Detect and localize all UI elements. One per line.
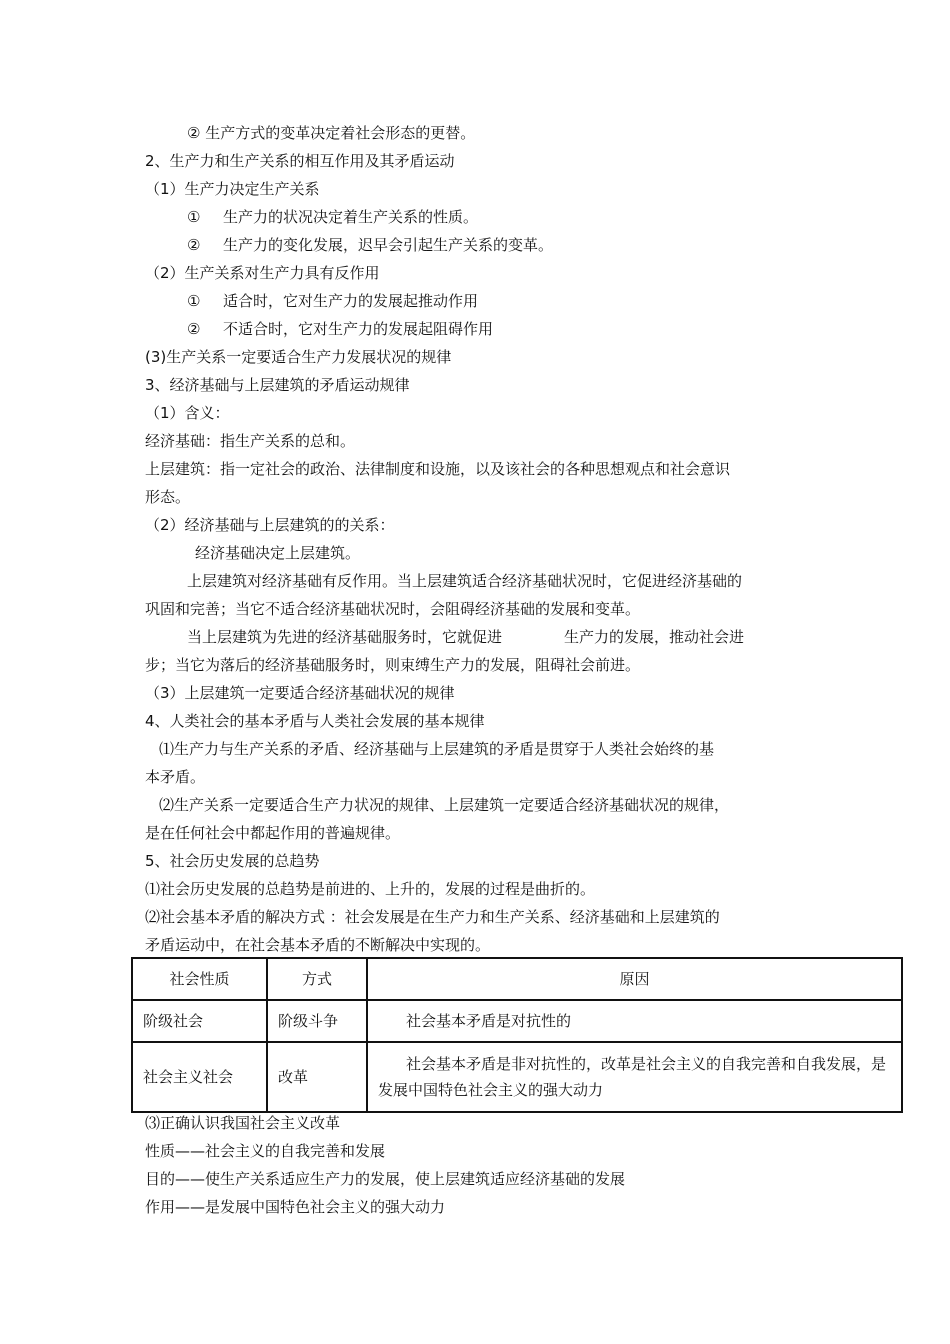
- text-line: 经济基础决定上层建筑。: [195, 544, 361, 562]
- item-number: ①: [187, 208, 201, 226]
- table-cell: 改革: [267, 1042, 367, 1112]
- section-heading: 4、人类社会的基本矛盾与人类社会发展的基本规律: [145, 712, 485, 730]
- subsection-heading: （3）上层建筑一定要适合经济基础状况的规律: [145, 684, 455, 702]
- text-line: 性质——社会主义的自我完善和发展: [145, 1142, 386, 1160]
- text-line: ⑵生产关系一定要适合生产力状况的规律、上层建筑一定要适合经济基础状况的规律，: [159, 796, 730, 814]
- society-reform-table: [131, 957, 903, 1113]
- text-line: ② 生产方式的变革决定着社会形态的更替。: [187, 124, 476, 142]
- table-row: [132, 1042, 902, 1112]
- table-header-row: [132, 958, 902, 1000]
- text-line: ⑴生产力与生产关系的矛盾、经济基础与上层建筑的矛盾是贯穿于人类社会始终的基: [159, 740, 715, 758]
- item-text: 生产力的状况决定着生产关系的性质。: [223, 208, 479, 226]
- text-segment: 当上层建筑为先进的经济基础服务时，它就促进: [187, 628, 503, 646]
- item-number: ②: [187, 320, 201, 338]
- text-line: ⑴社会历史发展的总趋势是前进的、上升的，发展的过程是曲折的。: [145, 880, 596, 898]
- table-cell: 阶级斗争: [267, 1000, 367, 1042]
- table-cell: 阶级社会: [132, 1000, 267, 1042]
- text-line: (3)生产关系一定要适合生产力发展状况的规律: [145, 348, 452, 366]
- text-line: 作用——是发展中国特色社会主义的强大动力: [145, 1198, 446, 1216]
- text-segment: 生产力的发展，推动社会进: [564, 628, 745, 646]
- text-line: 矛盾运动中，在社会基本矛盾的不断解决中实现的。: [145, 936, 491, 954]
- section-heading: 2、生产力和生产关系的相互作用及其矛盾运动: [145, 152, 455, 170]
- table-cell: 社会基本矛盾是非对抗性的，改革是社会主义的自我完善和自我发展，是发展中国特色社会主义的强大动力: [367, 1042, 902, 1112]
- numbered-item: [187, 291, 478, 311]
- table-header-cell: 社会性质: [132, 958, 267, 1000]
- item-number: ①: [187, 292, 201, 310]
- table-header-cell: 原因: [367, 958, 902, 1000]
- text-line: 目的——使生产关系适应生产力的发展，使上层建筑适应经济基础的发展: [145, 1170, 626, 1188]
- table-header-cell: 方式: [267, 958, 367, 1000]
- table-cell: 社会基本矛盾是对抗性的: [367, 1000, 902, 1042]
- text-line: 步；当它为落后的经济基础服务时，则束缚生产力的发展，阻碍社会前进。: [145, 656, 641, 674]
- section-heading: 3、经济基础与上层建筑的矛盾运动规律: [145, 376, 410, 394]
- subsection-heading: （2）经济基础与上层建筑的的关系：: [145, 516, 395, 534]
- text-line: 巩固和完善；当它不适合经济基础状况时，会阻碍经济基础的发展和变革。: [145, 600, 641, 618]
- table-cell: 社会主义社会: [132, 1042, 267, 1112]
- subsection-heading: （2）生产关系对生产力具有反作用: [145, 264, 380, 282]
- item-text: 适合时，它对生产力的发展起推动作用: [223, 292, 479, 310]
- text-line: 是在任何社会中都起作用的普遍规律。: [145, 824, 401, 842]
- subsection-heading: （1）生产力决定生产关系: [145, 180, 320, 198]
- text-line: [187, 627, 744, 647]
- text-line: 上层建筑：指一定社会的政治、法律制度和设施，以及该社会的各种思想观点和社会意识: [145, 460, 731, 478]
- item-text: 生产力的变化发展，迟早会引起生产关系的变革。: [223, 236, 554, 254]
- numbered-item: [187, 235, 553, 255]
- table-row: [132, 1000, 902, 1042]
- text-line: 本矛盾。: [145, 768, 206, 786]
- item-text: 不适合时，它对生产力的发展起阻碍作用: [223, 320, 494, 338]
- section-heading: 5、社会历史发展的总趋势: [145, 852, 320, 870]
- text-line: ⑶正确认识我国社会主义改革: [145, 1114, 341, 1132]
- item-number: ②: [187, 236, 201, 254]
- numbered-item: [187, 319, 493, 339]
- text-line: ⑵社会基本矛盾的解决方式 ：社会发展是在生产力和生产关系、经济基础和上层建筑的: [145, 908, 720, 926]
- numbered-item: [187, 207, 478, 227]
- text-line: 形态。: [145, 488, 191, 506]
- subsection-heading: （1）含义：: [145, 404, 230, 422]
- text-line: 上层建筑对经济基础有反作用。当上层建筑适合经济基础状况时，它促进经济基础的: [187, 572, 743, 590]
- text-line: 经济基础：指生产关系的总和。: [145, 432, 356, 450]
